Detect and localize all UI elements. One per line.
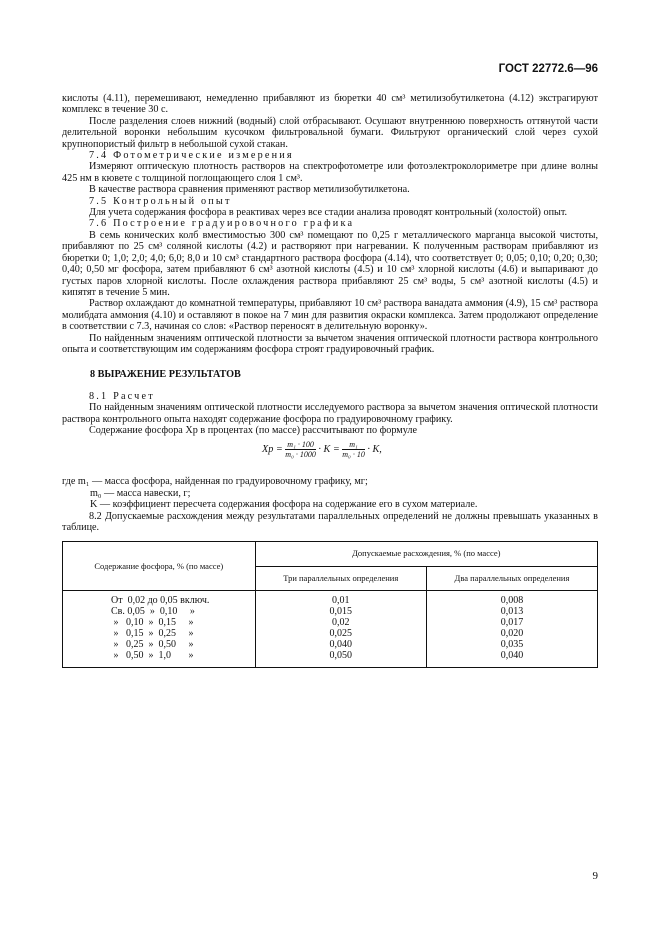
- cell-range: » 0,15 » 0,25 »: [63, 628, 256, 639]
- paragraph: Для учета содержания фосфора в реактивах через все стадии анализа проводят контрольный (холостой) опыт.: [89, 207, 568, 219]
- fraction-denominator: m₀ · 10: [342, 450, 365, 460]
- cell-range: » 0,10 » 0,15 »: [63, 617, 256, 628]
- paragraph: В семь конических колб вместимостью 300 см³ помещают по 0,25 г металлического марганца высокой чистоты, прибавляют по 25 см³ соляной кислоты (4.2) и растворяют при нагревании. К полученным растворам прибавляют из бюретки 0; 1,0; 2,0; 4,0; 6,0; 8,0 и 10 см³ стандартного раствора фосфора (4.14), что соответствует 0; 0,05; 0,10; 0,20; 0,30; 0,40; 0,50 мг фосфора, затем прибавляют 6 см³ азотной кислоты (4.5) и 10 см³ хлорной кислоты (4.6) и выпаривают до густых паров хлорной кислоты. После охлаждения раствора прибавляют 25 см³ воды, 5 см³ азотной кислоты (4.5) и кипятят в течение 5 мин.: [62, 229, 598, 298]
- cell-two: 0,008: [426, 591, 597, 607]
- paragraph: Измеряют оптическую плотность растворов на спектрофотометре или фотоэлектроколориметре при длине волны 425 нм в кювете с толщиной поглощающего слоя 1 см³.: [62, 161, 598, 184]
- cell-three: 0,02: [255, 617, 426, 628]
- standard-header: ГОСТ 22772.6—96: [498, 63, 598, 75]
- header-allowed: Допускаемые расхождения, % (по массе): [255, 542, 597, 566]
- table-row: [63, 591, 598, 607]
- subsection-heading: 7.5 Контрольный опыт: [89, 195, 232, 207]
- formula-middle: · K =: [318, 444, 340, 456]
- subsection-heading: 7.4 Фотометрические измерения: [89, 150, 294, 162]
- cell-range: От 0,02 до 0,05 включ.: [63, 591, 256, 607]
- cell-two: 0,020: [426, 628, 597, 639]
- subsection-heading: 7.6 Построение градуировочного графика: [89, 218, 355, 230]
- cell-three: 0,040: [255, 639, 426, 650]
- cell-three: 0,050: [255, 650, 426, 668]
- paragraph: Раствор охлаждают до комнатной температуры, прибавляют 10 см³ раствора ванадата аммония (4.9), 15 см³ раствора молибдата аммония (4.10) и оставляют в покое на 7 мин для развития окраски комплекса. Затем продолжают определение в соответствии с 7.3, начиная со слов: «Раствор переносят в делительную воронку».: [62, 298, 598, 333]
- where-line: K — коэффициент пересчета содержания фосфора на содержание его в сухом материале.: [90, 499, 478, 511]
- document-body: [62, 93, 598, 668]
- paragraph: кислоты (4.11), перемешивают, немедленно прибавляют из бюретки 40 см³ метилизобутилкетона (4.12) экстрагируют комплекс в течение 30 с.: [62, 93, 598, 116]
- cell-three: 0,015: [255, 606, 426, 617]
- section-heading: 8 ВЫРАЖЕНИЕ РЕЗУЛЬТАТОВ: [90, 369, 241, 381]
- cell-range: » 0,25 » 0,50 »: [63, 639, 256, 650]
- fraction: [285, 440, 316, 459]
- tolerance-table: [62, 541, 598, 668]
- header-three: Три параллельных определения: [255, 566, 426, 590]
- fraction-denominator: m₀ · 1000: [285, 450, 316, 460]
- table-row: [63, 628, 598, 639]
- formula: [62, 440, 598, 470]
- where-line: где m₁ — масса фосфора, найденная по градуировочному графику, мг;: [62, 476, 368, 488]
- header-two: Два параллельных определения: [426, 566, 597, 590]
- subsection-heading: 8.1 Расчет: [89, 390, 155, 402]
- paragraph: После разделения слоев нижний (водный) слой отбрасывают. Осушают внутреннюю поверхность оттянутой части делительной воронки небольшим кусочком фильтровальной бумаги. Фильтруют органический слой через сухой крупнопористый фильтр в небольшой сухой стакан.: [62, 115, 598, 150]
- table-row: [63, 639, 598, 650]
- cell-two: 0,013: [426, 606, 597, 617]
- cell-three: 0,01: [255, 591, 426, 607]
- table-row: [63, 617, 598, 628]
- header-content: Содержание фосфора, % (по массе): [63, 542, 256, 591]
- fraction: [342, 440, 365, 459]
- paragraph: 8.2 Допускаемые расхождения между результатами параллельных определений не должны превышать указанных в таблице.: [62, 510, 598, 533]
- cell-three: 0,025: [255, 628, 426, 639]
- cell-range: Св. 0,05 » 0,10 »: [63, 606, 256, 617]
- paragraph: По найденным значениям оптической плотности за вычетом значения оптической плотности раствора контрольного опыта и соответствующим им содержаниям фосфора строят градуировочный график.: [62, 332, 598, 355]
- formula-lhs: Xр =: [262, 444, 283, 456]
- table-row: [63, 606, 598, 617]
- cell-two: 0,017: [426, 617, 597, 628]
- where-line: m₀ — масса навески, г;: [90, 487, 191, 499]
- paragraph: По найденным значениям оптической плотности исследуемого раствора за вычетом значения оптической плотности раствора контрольного опыта находят содержание фосфора по градуировочному графику.: [62, 402, 598, 425]
- paragraph: Содержание фосфора Xр в процентах (по массе) рассчитывают по формуле: [89, 424, 417, 436]
- cell-two: 0,040: [426, 650, 597, 668]
- paragraph: В качестве раствора сравнения применяют раствор метилизобутилкетона.: [89, 184, 410, 196]
- fraction-numerator: m₁ · 100: [287, 440, 314, 450]
- table-row: [63, 650, 598, 668]
- fraction-numerator: m₁: [342, 440, 365, 450]
- cell-two: 0,035: [426, 639, 597, 650]
- formula-end: · K,: [367, 444, 382, 456]
- cell-range: » 0,50 » 1,0 »: [63, 650, 256, 668]
- page-number: 9: [592, 870, 598, 882]
